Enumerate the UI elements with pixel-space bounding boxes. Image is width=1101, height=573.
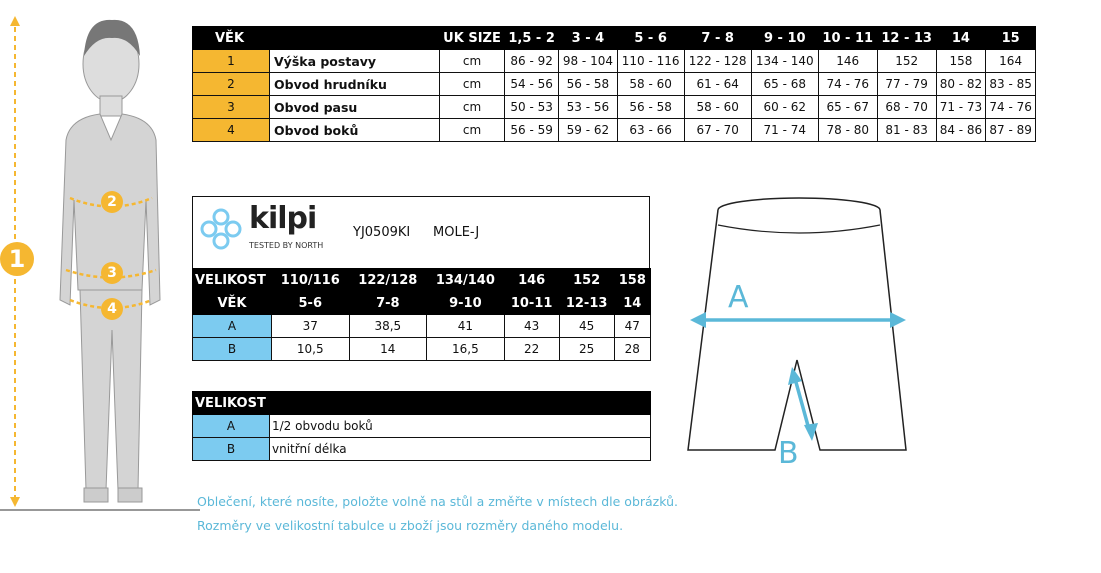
legend-table	[192, 391, 651, 461]
header-cell: 9 - 10	[751, 27, 818, 50]
marker-1-icon: 1	[0, 242, 34, 276]
value-cell: 68 - 70	[877, 96, 936, 119]
header-cell: 110/116	[272, 269, 350, 292]
shorts-diagram	[680, 195, 920, 475]
note-line-2: Rozměry ve velikostní tabulce u zboží jsou rozměry daného modelu.	[197, 518, 624, 533]
value-cell: 74 - 76	[818, 73, 877, 96]
value-cell: 41	[427, 315, 505, 338]
value-cell: 80 - 82	[936, 73, 986, 96]
product-size-table	[192, 268, 651, 361]
product-name: MOLE-J	[433, 225, 480, 240]
header-cell: 146	[504, 269, 559, 292]
row-label: B	[193, 338, 272, 361]
value-cell: 59 - 62	[559, 119, 617, 142]
value-cell: 65 - 68	[751, 73, 818, 96]
brand-block	[192, 196, 650, 268]
row-label: Obvod boků	[270, 119, 440, 142]
legend-text: 1/2 obvodu boků	[270, 415, 651, 438]
value-cell: 83 - 85	[986, 73, 1036, 96]
row-label: A	[193, 315, 272, 338]
shorts-label-a: A	[728, 280, 749, 315]
header-cell: 5-6	[272, 292, 350, 315]
row-label: B	[193, 438, 270, 461]
value-cell: 45	[559, 315, 614, 338]
value-cell: 122 - 128	[684, 50, 751, 73]
value-cell: 37	[272, 315, 350, 338]
size-table	[192, 26, 1036, 142]
marker-2-icon: 2	[101, 191, 123, 213]
value-cell: 58 - 60	[684, 96, 751, 119]
value-cell: 164	[986, 50, 1036, 73]
shorts-label-b: B	[778, 436, 799, 471]
value-cell: 110 - 116	[617, 50, 684, 73]
unit-cell: cm	[440, 119, 505, 142]
unit-cell: cm	[440, 73, 505, 96]
value-cell: 10,5	[272, 338, 350, 361]
value-cell: 74 - 76	[986, 96, 1036, 119]
value-cell: 56 - 59	[505, 119, 559, 142]
value-cell: 53 - 56	[559, 96, 617, 119]
value-cell: 47	[614, 315, 650, 338]
header-cell: 10-11	[504, 292, 559, 315]
value-cell: 28	[614, 338, 650, 361]
note-line-1: Oblečení, které nosíte, položte volně na stůl a změřte v místech dle obrázků.	[197, 494, 678, 509]
value-cell: 71 - 74	[751, 119, 818, 142]
legend-header-row	[193, 392, 651, 415]
legend-title: VELIKOST	[193, 392, 651, 415]
header-cell: UK SIZE	[440, 27, 505, 50]
age-header-row	[193, 292, 651, 315]
row-number: 2	[193, 73, 270, 96]
table-row	[193, 438, 651, 461]
header-cell: 9-10	[427, 292, 505, 315]
row-number: 4	[193, 119, 270, 142]
row-label: A	[193, 415, 270, 438]
table-row	[193, 50, 1036, 73]
value-cell: 158	[936, 50, 986, 73]
value-cell: 98 - 104	[559, 50, 617, 73]
brand-tagline: TESTED BY NORTH	[249, 241, 324, 250]
header-cell: 3 - 4	[559, 27, 617, 50]
marker-3-icon: 3	[101, 262, 123, 284]
value-cell: 43	[504, 315, 559, 338]
value-cell: 25	[559, 338, 614, 361]
value-cell: 71 - 73	[936, 96, 986, 119]
value-cell: 65 - 67	[818, 96, 877, 119]
value-cell: 50 - 53	[505, 96, 559, 119]
value-cell: 63 - 66	[617, 119, 684, 142]
header-cell: VĚK	[193, 292, 272, 315]
table-row	[193, 73, 1036, 96]
header-cell: 12-13	[559, 292, 614, 315]
value-cell: 81 - 83	[877, 119, 936, 142]
marker-4-icon: 4	[101, 298, 123, 320]
value-cell: 61 - 64	[684, 73, 751, 96]
header-cell: 122/128	[349, 269, 427, 292]
header-cell: 152	[559, 269, 614, 292]
header-cell: 12 - 13	[877, 27, 936, 50]
product-code: YJ0509KI	[353, 225, 411, 240]
table-row	[193, 96, 1036, 119]
value-cell: 134 - 140	[751, 50, 818, 73]
value-cell: 16,5	[427, 338, 505, 361]
row-number: 3	[193, 96, 270, 119]
brand-name: kilpi	[249, 201, 317, 236]
value-cell: 67 - 70	[684, 119, 751, 142]
value-cell: 54 - 56	[505, 73, 559, 96]
kilpi-logo-icon	[197, 205, 245, 253]
header-cell: 14	[614, 292, 650, 315]
value-cell: 146	[818, 50, 877, 73]
header-cell: 1,5 - 2	[505, 27, 559, 50]
value-cell: 22	[504, 338, 559, 361]
table-row	[193, 315, 651, 338]
table-row	[193, 338, 651, 361]
value-cell: 78 - 80	[818, 119, 877, 142]
value-cell: 14	[349, 338, 427, 361]
row-label: Obvod pasu	[270, 96, 440, 119]
value-cell: 152	[877, 50, 936, 73]
row-number: 1	[193, 50, 270, 73]
header-cell: 158	[614, 269, 650, 292]
value-cell: 38,5	[349, 315, 427, 338]
unit-cell: cm	[440, 96, 505, 119]
row-label: Obvod hrudníku	[270, 73, 440, 96]
unit-cell: cm	[440, 50, 505, 73]
value-cell: 86 - 92	[505, 50, 559, 73]
header-cell: VĚK	[193, 27, 440, 50]
header-cell: 7 - 8	[684, 27, 751, 50]
value-cell: 60 - 62	[751, 96, 818, 119]
value-cell: 58 - 60	[617, 73, 684, 96]
size-header-row	[193, 269, 651, 292]
value-cell: 87 - 89	[986, 119, 1036, 142]
header-cell: 15	[986, 27, 1036, 50]
header-cell: 10 - 11	[818, 27, 877, 50]
header-cell: 14	[936, 27, 986, 50]
row-label: Výška postavy	[270, 50, 440, 73]
value-cell: 84 - 86	[936, 119, 986, 142]
value-cell: 77 - 79	[877, 73, 936, 96]
header-cell: 5 - 6	[617, 27, 684, 50]
size-table-header	[193, 27, 1036, 50]
table-row	[193, 415, 651, 438]
value-cell: 56 - 58	[559, 73, 617, 96]
legend-text: vnitřní délka	[270, 438, 651, 461]
header-cell: 7-8	[349, 292, 427, 315]
header-cell: 134/140	[427, 269, 505, 292]
header-cell: VELIKOST	[193, 269, 272, 292]
value-cell: 56 - 58	[617, 96, 684, 119]
table-row	[193, 119, 1036, 142]
